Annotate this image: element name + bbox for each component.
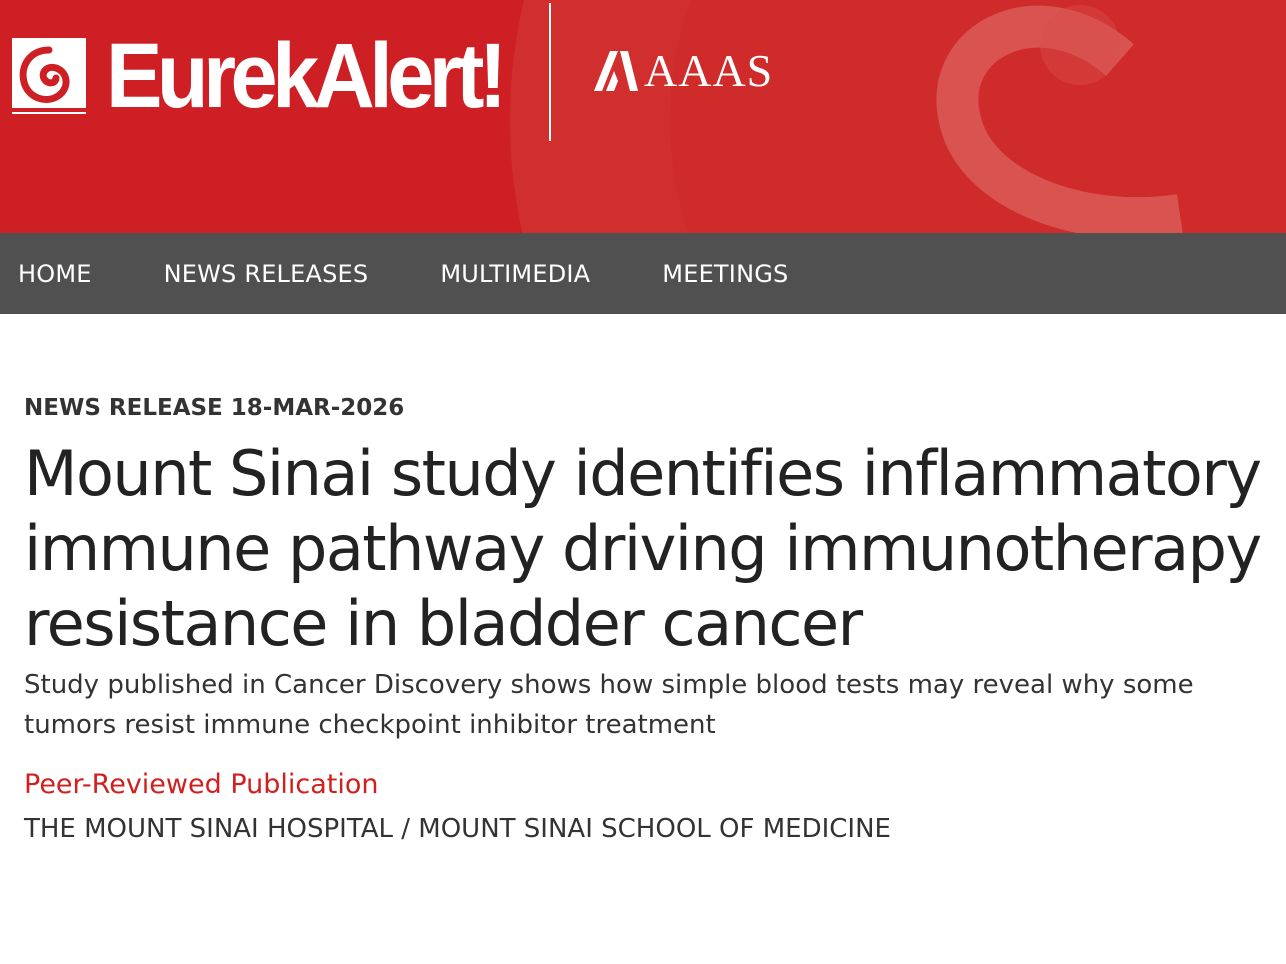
release-date-line: NEWS RELEASE 18-MAR-2026 [24,395,405,421]
aaas-wordmark: AAAS [644,45,774,96]
aaas-logo-icon [592,49,640,93]
main-navigation [0,233,1286,314]
nav-item-home[interactable]: HOME [18,259,92,288]
institution-link[interactable]: THE MOUNT SINAI HOSPITAL / MOUNT SINAI SCHOOL OF MEDICINE [24,814,891,844]
logo-divider [549,3,551,141]
nav-item-news-releases[interactable]: NEWS RELEASES [163,259,369,288]
eurekalert-logo-link[interactable] [12,25,536,127]
header-banner [0,0,1286,233]
page-title: Mount Sinai study identifies inflammatory immune pathway driving immunotherapy resistance in bladder cancer [24,437,1261,660]
article-subtitle: Study published in Cancer Discovery shows how simple blood tests may reveal why some tumors resist immune checkpoint inhibitor treatment [24,670,1194,740]
nav-item-meetings[interactable]: MEETINGS [662,259,789,288]
article-content [0,314,1286,847]
aaas-logo-link[interactable] [592,45,774,96]
logo-wordmark: EurekAlert! [106,25,502,127]
publication-type-label: Peer-Reviewed Publication [24,769,379,800]
eurekalert-spiral-icon [12,38,86,114]
nav-item-multimedia[interactable]: MULTIMEDIA [440,259,591,288]
